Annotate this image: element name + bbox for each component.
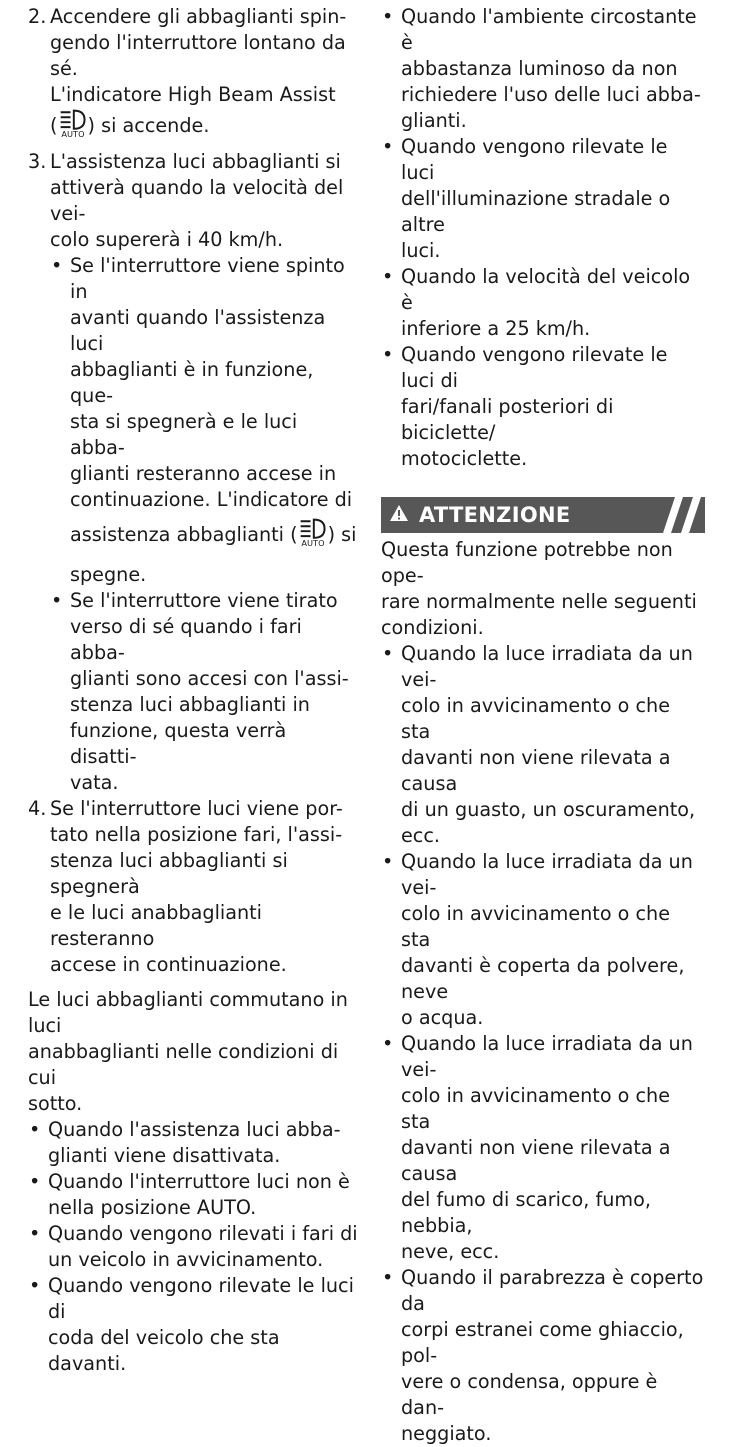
sub-bullet-1 <box>28 253 358 588</box>
sub-bullet-2 <box>28 588 358 796</box>
bullet: • <box>29 1170 41 1193</box>
text-line: abbastanza luminoso da non <box>401 57 678 80</box>
text-line: ecc. <box>401 824 441 847</box>
text-line: avanti quando l'assistenza luci <box>70 306 326 355</box>
high-beam-auto-icon <box>59 108 87 149</box>
icon-label: AUTO <box>301 538 325 547</box>
warning-stripes <box>643 497 705 533</box>
step-number: 3. <box>28 150 47 173</box>
text-line: stenza luci abbaglianti in <box>70 693 310 716</box>
step-2 <box>28 4 358 149</box>
list-item <box>381 342 705 472</box>
text-line: Quando vengono rilevate le luci di <box>48 1274 354 1323</box>
bullet: • <box>382 135 394 158</box>
step-3 <box>28 149 358 253</box>
text-line: spegne. <box>70 563 147 586</box>
text-line: glianti viene disattivata. <box>48 1144 281 1167</box>
step-4 <box>28 796 358 978</box>
step-number: 2. <box>28 5 47 28</box>
text-line: Quando vengono rilevati i fari di <box>48 1222 358 1245</box>
paragraph <box>28 987 358 1117</box>
bullet: • <box>382 343 394 366</box>
bullet: • <box>29 1118 41 1141</box>
text-line: funzione, questa verrà disatti- <box>70 719 287 768</box>
text-line: fari/fanali posteriori di biciclette/ <box>401 395 614 444</box>
text-line: attiverà quando la velocità del vei- <box>50 176 344 225</box>
text-line: corpi estranei come ghiaccio, pol- <box>401 1318 684 1367</box>
text-line: glianti. <box>401 109 467 132</box>
list-item <box>381 1265 705 1447</box>
text-line: sta si spegnerà e le luci abba- <box>70 410 298 459</box>
bullet: • <box>382 5 394 28</box>
text-line: abbaglianti è in funzione, que- <box>70 358 314 407</box>
text-line: davanti non viene rilevata a causa <box>401 1136 671 1185</box>
list-item <box>28 1117 358 1169</box>
text-line: colo in avvicinamento o che sta <box>401 1084 671 1133</box>
right-column <box>381 4 705 1447</box>
text-line: continuazione. L'indicatore di <box>70 488 353 511</box>
text-line: motociclette. <box>401 447 528 470</box>
text-line: di un guasto, un oscuramento, <box>401 798 696 821</box>
step-number: 4. <box>28 797 47 820</box>
text-line: Quando la luce irradiata da un vei- <box>401 850 693 899</box>
text-line: accese in continuazione. <box>50 953 287 976</box>
text-line: colo in avvicinamento o che sta <box>401 694 671 743</box>
text-line: Quando vengono rilevate le luci <box>401 135 668 184</box>
list-item <box>28 1169 358 1221</box>
text-line: Le luci abbaglianti commutano in luci <box>28 988 348 1037</box>
bullet: • <box>382 850 394 873</box>
text-line: neve, ecc. <box>401 1240 500 1263</box>
text-line: o acqua. <box>401 1006 484 1029</box>
text-line: dell'illuminazione stradale o altre <box>401 187 671 236</box>
text-line: inferiore a 25 km/h. <box>401 317 591 340</box>
text-line: Quando l'assistenza luci abba- <box>48 1118 341 1141</box>
text-line: Quando la luce irradiata da un vei- <box>401 642 693 691</box>
warning-triangle-icon <box>389 502 409 528</box>
list-item <box>381 264 705 342</box>
text-line: Quando l'ambiente circostante è <box>401 5 697 54</box>
text-line: tato nella posizione fari, l'assi- <box>50 823 343 846</box>
text-line: L'indicatore High Beam Assist <box>50 83 336 106</box>
text-line: glianti sono accesi con l'assi- <box>70 667 349 690</box>
text-line: del fumo di scarico, fumo, nebbia, <box>401 1188 651 1237</box>
bullet: • <box>51 589 63 612</box>
icon-label: AUTO <box>60 129 85 138</box>
icon-text-line: ( AUTO ) si accende. <box>50 108 358 149</box>
bullet: • <box>29 1274 41 1297</box>
text-line: verso di sé quando i fari abba- <box>70 615 302 664</box>
text-line: Questa funzione potrebbe non ope- <box>381 538 673 587</box>
bullet: • <box>51 254 63 277</box>
text-line: vata. <box>70 771 119 794</box>
text-line: sotto. <box>28 1092 83 1115</box>
list-item <box>381 849 705 1031</box>
text-line: colo supererà i 40 km/h. <box>50 228 284 251</box>
text-line: stenza luci abbaglianti si spegnerà <box>50 849 288 898</box>
text-line: L'assistenza luci abbaglianti si <box>50 150 341 173</box>
text-line: anabbaglianti nelle condizioni di cui <box>28 1040 339 1089</box>
text-line: Quando la luce irradiata da un vei- <box>401 1032 693 1081</box>
list-item <box>28 1273 358 1377</box>
text-line: colo in avvicinamento o che sta <box>401 902 671 951</box>
text-line: coda del veicolo che sta davanti. <box>48 1326 280 1375</box>
text-line: Accendere gli abbaglianti spin- <box>50 5 347 28</box>
text-line: luci. <box>401 239 441 262</box>
left-column <box>28 4 358 1377</box>
text-line: Quando vengono rilevate le luci di <box>401 343 668 392</box>
list-item <box>381 134 705 264</box>
bullet: • <box>382 1032 394 1055</box>
text-line: nella posizione AUTO. <box>48 1196 257 1219</box>
bullet: • <box>382 265 394 288</box>
text-line: neggiato. <box>401 1422 492 1445</box>
text-line: Quando il parabrezza è coperto da <box>401 1266 704 1315</box>
text-line: davanti non viene rilevata a causa <box>401 746 671 795</box>
text-line: Quando l'interruttore luci non è <box>48 1170 350 1193</box>
text-line: vere o condensa, oppure è dan- <box>401 1370 658 1419</box>
text-line: condizioni. <box>381 616 484 639</box>
text-line: rare normalmente nelle seguenti <box>381 590 697 613</box>
text-line: Se l'interruttore viene tirato <box>70 589 338 612</box>
text-line: Se l'interruttore viene spinto in <box>70 254 345 303</box>
text-line: gendo l'interruttore lontano da sé. <box>50 31 346 80</box>
bullet: • <box>382 642 394 665</box>
warning-intro <box>381 537 705 641</box>
icon-text-line: assistenza abbaglianti ( AUTO ) si <box>70 517 358 558</box>
text-line: Se l'interruttore luci viene por- <box>50 797 343 820</box>
bullet: • <box>382 1266 394 1289</box>
list-item <box>381 1031 705 1265</box>
text-line: richiedere l'uso delle luci abba- <box>401 83 701 106</box>
list-item <box>381 641 705 849</box>
warning-header <box>381 497 705 533</box>
warning-title: ATTENZIONE <box>419 503 571 527</box>
text-line: glianti resteranno accese in <box>70 462 337 485</box>
text-line: davanti è coperta da polvere, neve <box>401 954 685 1003</box>
list-item <box>28 1221 358 1273</box>
bullet: • <box>29 1222 41 1245</box>
text-line: Quando la velocità del veicolo è <box>401 265 691 314</box>
text-line: e le luci anabbaglianti resteranno <box>50 901 263 950</box>
high-beam-auto-icon <box>299 517 327 558</box>
text-line: un veicolo in avvicinamento. <box>48 1248 324 1271</box>
list-item <box>381 4 705 134</box>
